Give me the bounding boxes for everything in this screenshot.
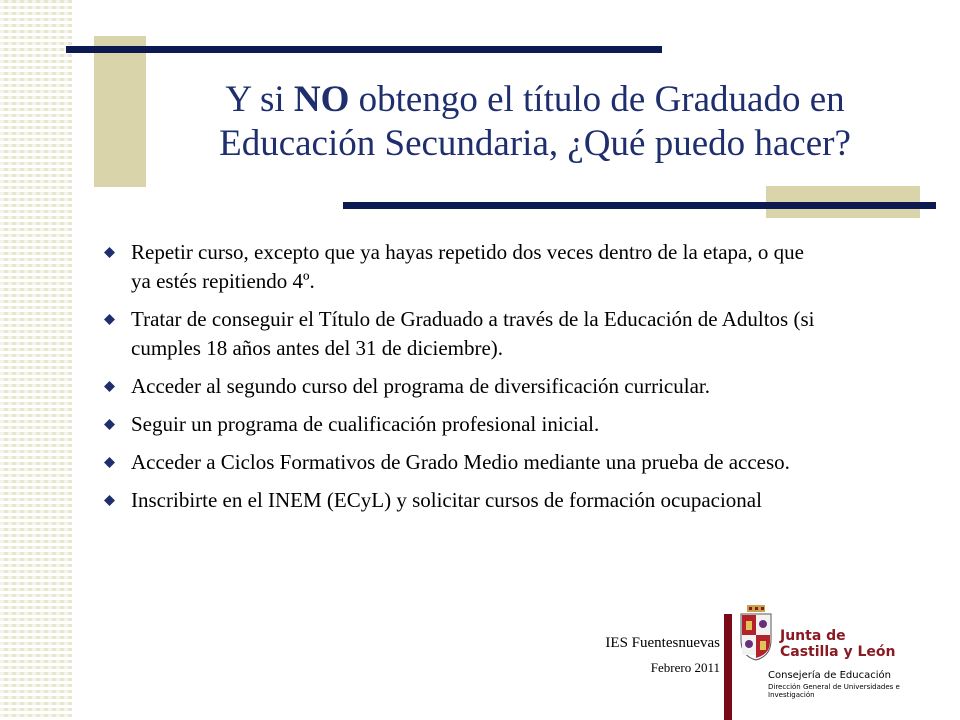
logo-divider [724,614,732,720]
bottom-rule [343,202,936,209]
list-item [104,238,824,296]
diamond-bullet-icon [104,419,115,430]
diamond-bullet-icon [104,495,115,506]
list-item [104,305,824,363]
list-item-text: Tratar de conseguir el Título de Graduado a través de la Educación de Adultos (si cumples 18 años antes del 31 de diciembre). [131,307,815,360]
diamond-bullet-icon [104,314,115,325]
list-item [104,448,824,477]
footer-school-name: IES Fuentesnuevas [605,635,720,651]
list-item-text: Acceder al segundo curso del programa de diversificación curricular. [131,374,710,398]
top-rule [66,46,662,53]
list-item [104,410,824,439]
title-accent-block [94,36,146,187]
slide-title [165,78,905,166]
bullet-list [104,238,824,524]
logo-name-line1: Junta de [780,628,846,644]
list-item [104,372,824,401]
diamond-bullet-icon [104,381,115,392]
logo-department: Consejería de Educación [768,670,891,681]
left-stripe-pattern [0,0,72,720]
list-item-text: Inscribirte en el INEM (ECyL) y solicitar cursos de formación ocupacional [131,488,762,512]
title-prefix: Y si [225,79,294,120]
list-item-text: Acceder a Ciclos Formativos de Grado Medio mediante una prueba de acceso. [131,450,790,474]
list-item-text: Repetir curso, excepto que ya hayas repetido dos veces dentro de la etapa, o que ya estés repitiendo 4º. [131,240,804,293]
list-item [104,486,824,515]
diamond-bullet-icon [104,457,115,468]
title-emphasis: NO [293,79,350,120]
list-item-text: Seguir un programa de cualificación profesional inicial. [131,412,600,436]
logo-name-line2: Castilla y León [780,644,896,660]
diamond-bullet-icon [104,247,115,258]
logo-direction: Dirección General de Universidades e Investigación [768,683,900,699]
coat-of-arms-icon [738,604,774,662]
title-suffix: obtengo el título de Graduado en Educación Secundaria, ¿Qué puedo hacer? [219,79,851,164]
footer-date: Febrero 2011 [650,660,720,675]
